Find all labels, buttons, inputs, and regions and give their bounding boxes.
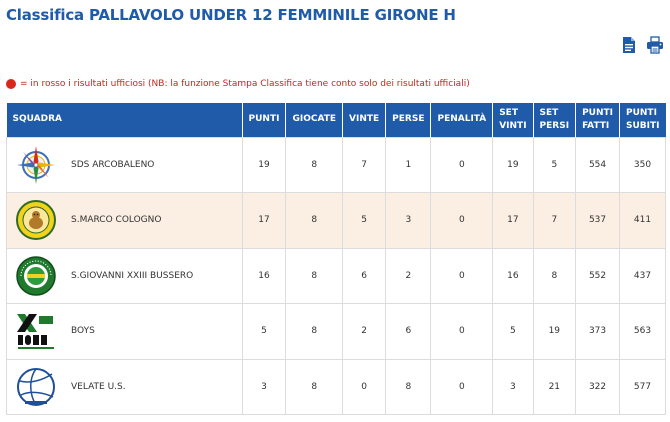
header-punti-fatti-line1: PUNTI [582,107,613,118]
cell-punti: 3 [242,359,286,415]
cell-perse: 3 [386,193,431,249]
header-punti-fatti [576,103,620,137]
cell-punti-subiti: 577 [620,359,666,415]
cell-set-persi: 21 [533,359,576,415]
header-squadra: SQUADRA [7,103,243,137]
table-header-row [7,103,666,137]
cell-penalita: 0 [431,193,493,249]
cell-perse: 6 [386,304,431,360]
team-logo-volleyball-icon [15,366,57,408]
header-set-persi [533,103,576,137]
team-cell [7,193,243,249]
cell-penalita: 0 [431,359,493,415]
cell-giocate: 8 [286,304,343,360]
red-dot-icon [6,79,16,89]
page-title: Classifica PALLAVOLO UNDER 12 FEMMINILE GIRONE H [6,6,456,24]
cell-set-persi: 8 [533,248,576,304]
cell-set-vinti: 17 [493,193,533,249]
cell-punti: 16 [242,248,286,304]
header-set-vinti-line2: VINTI [499,120,527,131]
cell-giocate: 8 [286,248,343,304]
cell-giocate: 8 [286,359,343,415]
cell-set-persi: 19 [533,304,576,360]
cell-punti-subiti: 350 [620,137,666,193]
team-name[interactable]: SDS ARCOBALENO [71,159,155,170]
cell-punti: 17 [242,193,286,249]
team-logo-green-badge-icon [15,255,57,297]
document-icon[interactable] [620,36,638,54]
header-giocate: GIOCATE [286,103,343,137]
cell-vinte: 7 [343,137,386,193]
table-row [7,248,666,304]
cell-punti: 5 [242,304,286,360]
cell-vinte: 5 [343,193,386,249]
cell-set-persi: 7 [533,193,576,249]
cell-set-vinti: 19 [493,137,533,193]
cell-vinte: 2 [343,304,386,360]
legend-note-text: = in rosso i risultati ufficiosi (NB: la funzione Stampa Classifica tiene conto solo dei risultati ufficiali) [20,79,470,89]
team-logo-boys-icon [15,310,57,352]
table-row [7,304,666,360]
header-set-vinti-line1: SET [499,107,518,118]
cell-punti-fatti: 537 [576,193,620,249]
header-punti-subiti-line1: PUNTI [626,107,657,118]
header-punti-fatti-line2: FATTI [582,120,610,131]
header-set-persi-line1: SET [539,107,559,118]
table-row [7,137,666,193]
cell-punti-subiti: 563 [620,304,666,360]
header-punti-subiti [620,103,666,137]
team-name[interactable]: BOYS [71,326,95,337]
team-logo-seal-icon [15,199,57,241]
team-cell [7,359,243,415]
team-cell [7,248,243,304]
toolbar [620,36,664,54]
cell-punti: 19 [242,137,286,193]
header-set-persi-line2: PERSI [539,120,570,131]
cell-punti-subiti: 411 [620,193,666,249]
cell-set-persi: 5 [533,137,576,193]
cell-perse: 1 [386,137,431,193]
cell-giocate: 8 [286,193,343,249]
standings-table [6,103,666,415]
cell-vinte: 0 [343,359,386,415]
header-penalita: PENALITÀ [431,103,493,137]
cell-penalita: 0 [431,304,493,360]
team-name[interactable]: S.GIOVANNI XXIII BUSSERO [71,270,194,281]
legend-note [6,79,470,89]
cell-punti-fatti: 554 [576,137,620,193]
cell-vinte: 6 [343,248,386,304]
cell-punti-fatti: 322 [576,359,620,415]
table-row [7,359,666,415]
team-name[interactable]: VELATE U.S. [71,381,126,392]
cell-punti-fatti: 373 [576,304,620,360]
cell-perse: 2 [386,248,431,304]
team-name[interactable]: S.MARCO COLOGNO [71,215,162,226]
cell-perse: 8 [386,359,431,415]
cell-punti-fatti: 552 [576,248,620,304]
header-set-vinti [493,103,533,137]
cell-set-vinti: 16 [493,248,533,304]
header-punti-subiti-line2: SUBITI [626,120,660,131]
cell-set-vinti: 5 [493,304,533,360]
team-logo-compass-icon [15,144,57,186]
cell-penalita: 0 [431,248,493,304]
cell-set-vinti: 3 [493,359,533,415]
cell-penalita: 0 [431,137,493,193]
team-cell [7,137,243,193]
header-perse: PERSE [386,103,431,137]
table-row [7,193,666,249]
team-cell [7,304,243,360]
printer-icon[interactable] [646,36,664,54]
header-vinte: VINTE [343,103,386,137]
cell-punti-subiti: 437 [620,248,666,304]
cell-giocate: 8 [286,137,343,193]
header-punti: PUNTI [242,103,286,137]
